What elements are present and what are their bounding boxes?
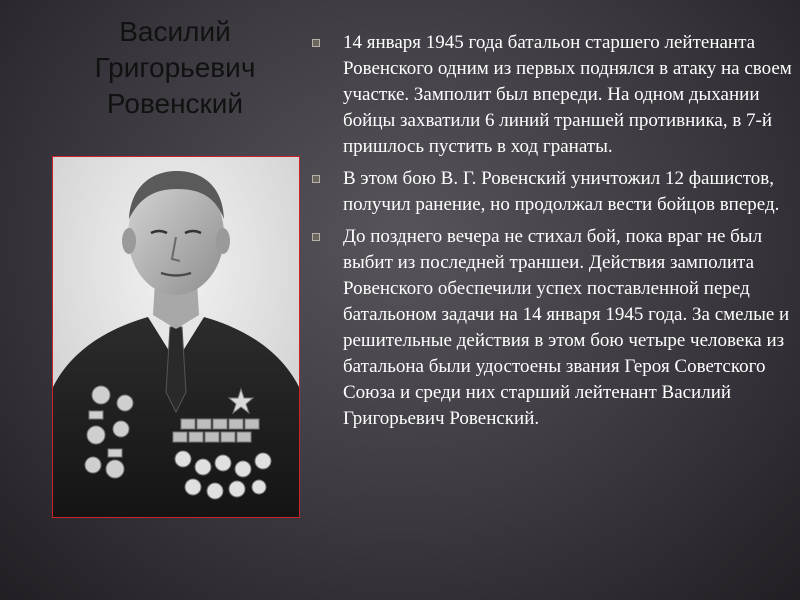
square-bullet-icon <box>312 233 320 241</box>
paragraph-3-text: До позднего вечера не стихал бой, пока враг не был выбит из последней траншеи. Действия замполита Ровенского обеспечили успех поставленной перед батальоном задачи на 14 января 1945 года. За смелые и решительные действия в этом бою четыре человека из батальона были удостоены звания Героя Советского Союза и среди них старший лейтенант Василий Григорьевич Ровенский. <box>343 226 790 429</box>
paragraph-2-text: В этом бою В. Г. Ровенский уничтожил 12 фашистов, получил ранение, но продолжал вести бойцов вперед. <box>343 168 780 215</box>
title-line-1: Василий <box>119 16 231 47</box>
body-text-list <box>312 30 792 438</box>
title-line-2: Григорьевич <box>94 52 256 83</box>
square-bullet-icon <box>312 39 320 47</box>
square-bullet-icon <box>312 175 320 183</box>
paragraph-2 <box>312 166 792 218</box>
paragraph-3 <box>312 224 792 432</box>
title-line-3: Ровенский <box>106 88 244 119</box>
slide-title <box>66 14 284 122</box>
portrait-photo <box>52 156 300 518</box>
paragraph-1-text: 14 января 1945 года батальон старшего лейтенанта Ровенского одним из первых поднялся в атаку на своем участке. Замполит был впереди. На одном дыхании бойцы захватили 6 линий траншей противника, в 7-й пришлось пустить в ход гранаты. <box>343 32 792 157</box>
portrait-illustration <box>53 157 299 517</box>
paragraph-1 <box>312 30 792 160</box>
